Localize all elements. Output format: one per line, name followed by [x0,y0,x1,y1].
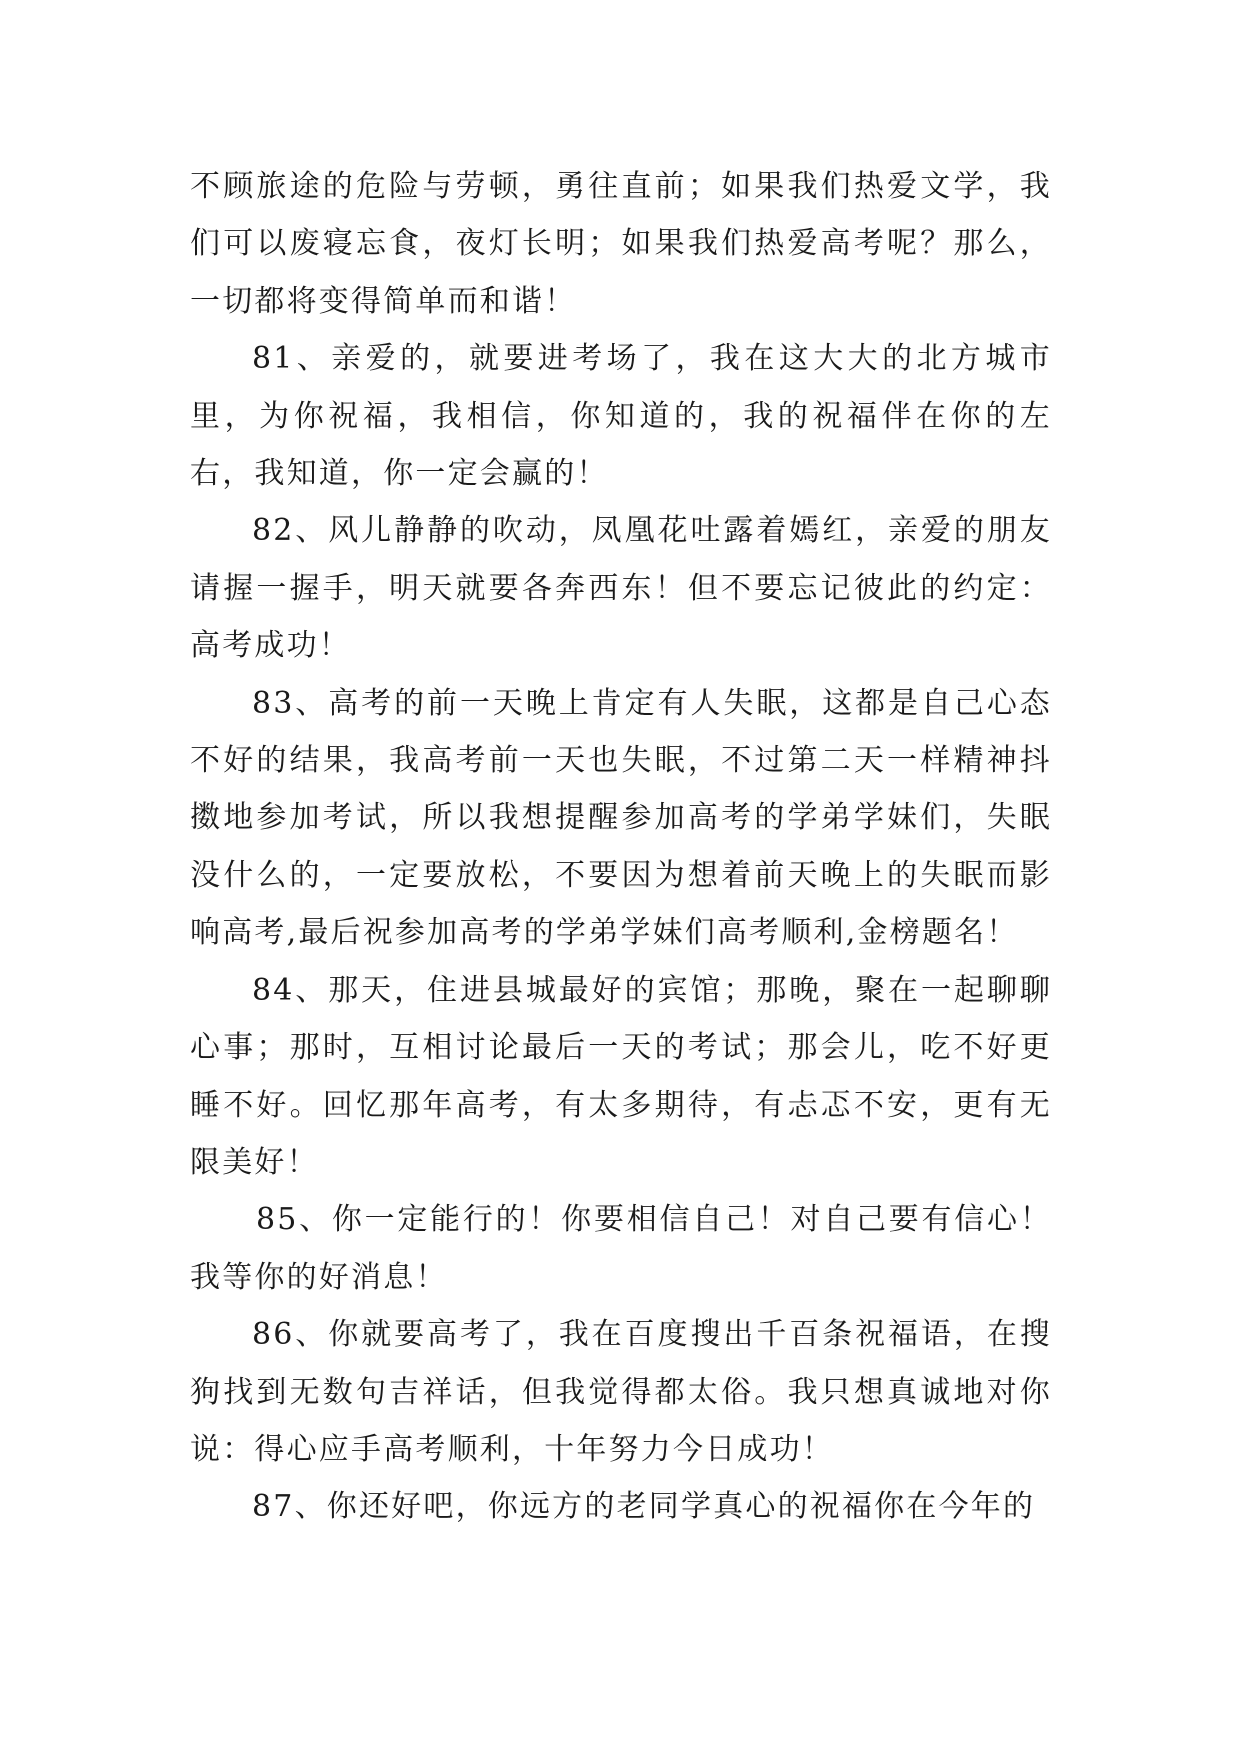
paragraph-82: 82、风儿静静的吹动，凤凰花吐露着嫣红，亲爱的朋友请握一握手，明天就要各奔西东！但不要忘记彼此的约定：高考成功！ [190,513,1052,664]
paragraph-83: 83、高考的前一天晚上肯定有人失眠，这都是自己心态不好的结果，我高考前一天也失眠，不过第二天一样精神抖擞地参加考试，所以我想提醒参加高考的学弟学妹们，失眠没什么的，一定要放松，不要因为想着前天晚上的失眠而影响高考,最后祝参加高考的学弟学妹们高考顺利,金榜题名！ [190,685,1052,951]
paragraph-87: 87、你还好吧，你远方的老同学真心的祝福你在今年的 [252,1489,1036,1525]
document-body [190,158,1052,1536]
paragraph-86: 86、你就要高考了，我在百度搜出千百条祝福语，在搜狗找到无数句吉祥话，但我觉得都太俗。我只想真诚地对你说：得心应手高考顺利，十年努力今日成功！ [190,1317,1052,1467]
paragraph-85: 85、你一定能行的！你要相信自己！对自己要有信心！我等你的好消息！ [190,1202,1052,1295]
paragraph-81: 81、亲爱的，就要进考场了，我在这大大的北方城市里，为你祝福，我相信，你知道的，我的祝福伴在你的左右，我知道，你一定会赢的！ [190,341,1052,492]
paragraph-continuation: 不顾旅途的危险与劳顿，勇往直前；如果我们热爱文学，我们可以废寝忘食，夜灯长明；如果我们热爱高考呢？那么，一切都将变得简单而和谐！ [190,169,1052,319]
paragraph-84: 84、那天，住进县城最好的宾馆；那晚，聚在一起聊聊心事；那时，互相讨论最后一天的考试；那会儿，吃不好更睡不好。回忆那年高考，有太多期待，有忐忑不安，更有无限美好！ [190,972,1052,1180]
